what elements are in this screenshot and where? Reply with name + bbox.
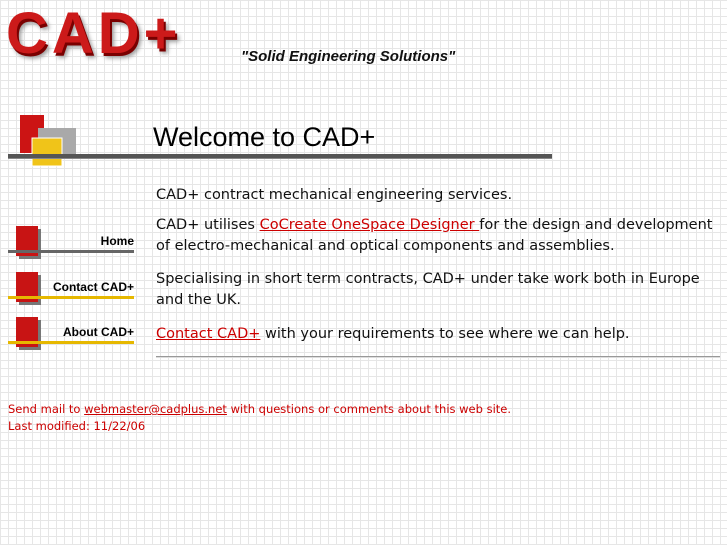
contact-paragraph bbox=[156, 324, 726, 345]
site-tagline: "Solid Engineering Solutions" bbox=[241, 48, 456, 65]
tools-text-before: CAD+ utilises bbox=[156, 217, 260, 233]
tools-paragraph bbox=[156, 215, 726, 257]
nav-underline bbox=[8, 341, 134, 344]
last-modified: Last modified: 11/22/06 bbox=[8, 419, 146, 433]
page-title: Welcome to CAD+ bbox=[153, 122, 376, 152]
nav-contact-button[interactable] bbox=[8, 272, 136, 308]
contracts-paragraph: Specialising in short term contracts, CAD+ under take work both in Europe and the UK. bbox=[156, 271, 700, 308]
tools-text-after: for the design and development of electro-mechanical and optical components and assemblies. bbox=[156, 217, 713, 254]
content-divider bbox=[156, 356, 720, 358]
contact-link[interactable]: Contact CAD+ bbox=[156, 326, 261, 342]
webmaster-email-link[interactable]: webmaster@cadplus.net bbox=[84, 402, 227, 416]
header-blocks-graphic bbox=[8, 113, 88, 173]
footer-mail-line bbox=[8, 402, 511, 416]
footer-mail-before: Send mail to bbox=[8, 402, 85, 416]
nav-home-button[interactable] bbox=[8, 226, 136, 262]
header-divider bbox=[8, 154, 552, 159]
nav-home-label: Home bbox=[100, 234, 134, 248]
intro-paragraph: CAD+ contract mechanical engineering services. bbox=[156, 187, 513, 203]
nav-underline bbox=[8, 296, 134, 299]
nav-contact-label: Contact CAD+ bbox=[52, 280, 134, 294]
nav-about-button[interactable] bbox=[8, 317, 136, 353]
contact-text-after: with your requirements to see where we can help. bbox=[260, 326, 630, 342]
site-logo: CAD+ bbox=[6, 1, 182, 66]
nav-about-label: About CAD+ bbox=[63, 325, 134, 339]
cocreate-link[interactable]: CoCreate OneSpace Designer bbox=[259, 217, 480, 233]
footer-mail-after: with questions or comments about this web site. bbox=[226, 402, 512, 416]
nav-underline bbox=[8, 250, 134, 253]
